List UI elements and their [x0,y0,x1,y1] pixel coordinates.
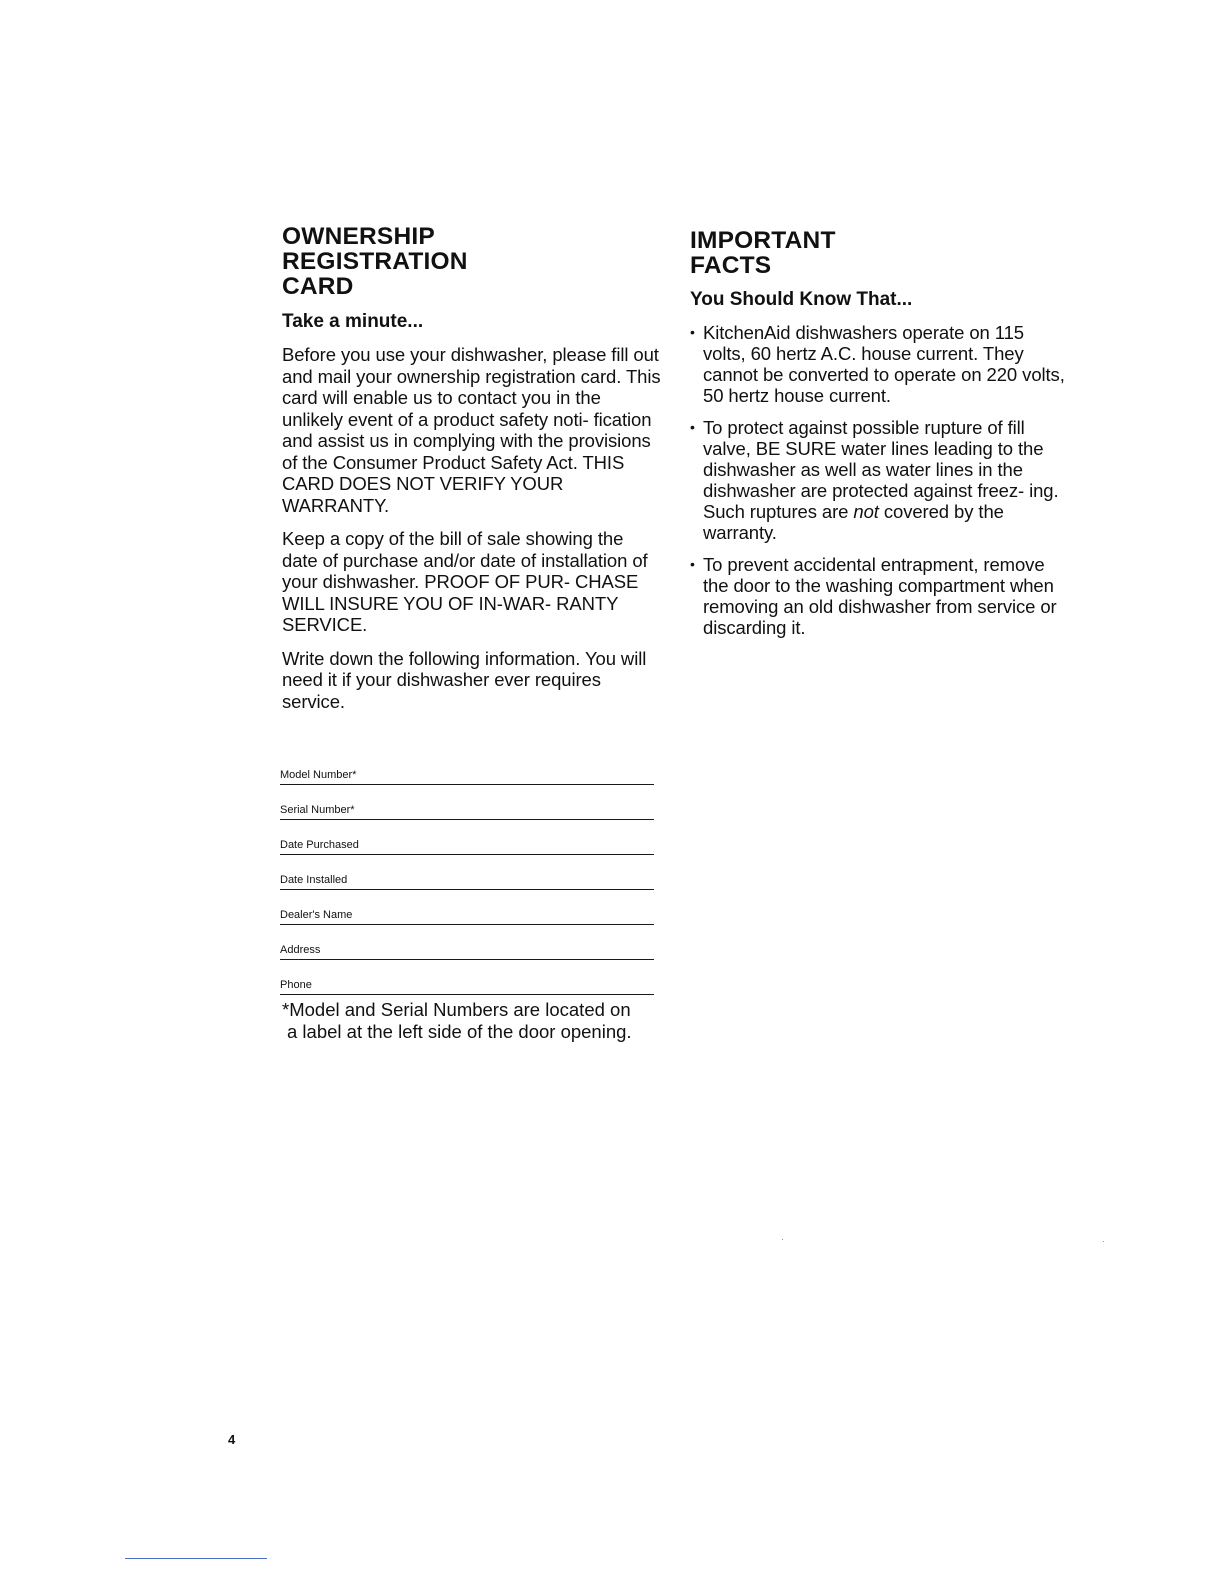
field-label: Phone [280,979,312,991]
bullet-icon: • [690,556,695,572]
field-label: Date Installed [280,874,348,886]
ownership-paragraph-3: Write down the following information. You will need it if your dishwasher ever requires service. [282,647,647,712]
ownership-paragraph-2: Keep a copy of the bill of sale showing the date of purchase and/or date of installation of your dishwasher. PROOF OF PUR- CHASE WILL INSURE YOU OF IN-WAR- RANTY SERVICE. [282,528,648,635]
footnote-line: *Model and Serial Numbers are located on [282,999,631,1020]
scan-speck [1103,1241,1104,1242]
address-field[interactable] [280,925,654,960]
fact-emphasis: not [853,501,879,522]
serial-location-footnote [282,999,662,1043]
field-underline [280,994,654,995]
fact-text [703,417,1059,543]
fact-text-after-emphasis: covered by the warranty. [703,501,1004,543]
fact-item-freezing [690,417,1070,543]
date-purchased-field[interactable] [280,820,654,855]
ownership-title-line: REGISTRATION [282,248,468,275]
ownership-title-line: CARD [282,273,354,300]
ownership-subhead: Take a minute... [282,311,424,332]
registration-form [280,750,654,995]
scan-speck [782,1239,783,1240]
bottom-divider [125,1558,267,1559]
bullet-icon: • [690,324,695,340]
important-facts-section [690,228,1070,649]
fact-text: KitchenAid dishwashers operate on 115 volts, 60 hertz A.C. house current. They cannot be converted to operate on 220 volts, 50 hertz house current. [703,322,1065,406]
fact-item-entrapment [690,554,1070,638]
important-facts-title [690,228,1070,278]
ownership-section [282,224,662,712]
ownership-paragraph-1: Before you use your dishwasher, please fill out and mail your ownership registration card. This card will enable us to contact you in the unlikely event of a product safety noti- fication and assist us in complying with the provisions of the Consumer Product Safety Act. THIS CARD DOES NOT VERIFY YOUR WARRANTY. [282,344,661,516]
field-label: Serial Number* [280,804,355,816]
field-label: Model Number* [280,769,357,781]
important-title-line: FACTS [690,252,772,279]
field-label: Date Purchased [280,839,359,851]
fact-text: To prevent accidental entrapment, remove the door to the washing compartment when removing an old dishwasher from service or discarding it. [703,554,1057,638]
important-subhead: You Should Know That... [690,289,913,310]
field-label: Dealer's Name [280,909,353,921]
phone-field[interactable] [280,960,654,995]
fact-text-before-emphasis: To protect against possible rupture of fill valve, BE SURE water lines leading to the dishwasher as well as water lines in the dishwasher are protected against freez- ing. Such ruptures are [703,417,1059,522]
facts-list [690,322,1070,638]
footnote-line: a label at the left side of the door opening. [287,1021,632,1042]
date-installed-field[interactable] [280,855,654,890]
bullet-icon: • [690,419,695,435]
fact-item-voltage [690,322,1070,406]
model-number-field[interactable] [280,750,654,785]
field-label: Address [280,944,321,956]
page-number: 4 [228,1432,236,1447]
serial-number-field[interactable] [280,785,654,820]
important-title-line: IMPORTANT [690,227,836,254]
ownership-title-line: OWNERSHIP [282,223,435,250]
dealer-name-field[interactable] [280,890,654,925]
ownership-title [282,224,662,299]
